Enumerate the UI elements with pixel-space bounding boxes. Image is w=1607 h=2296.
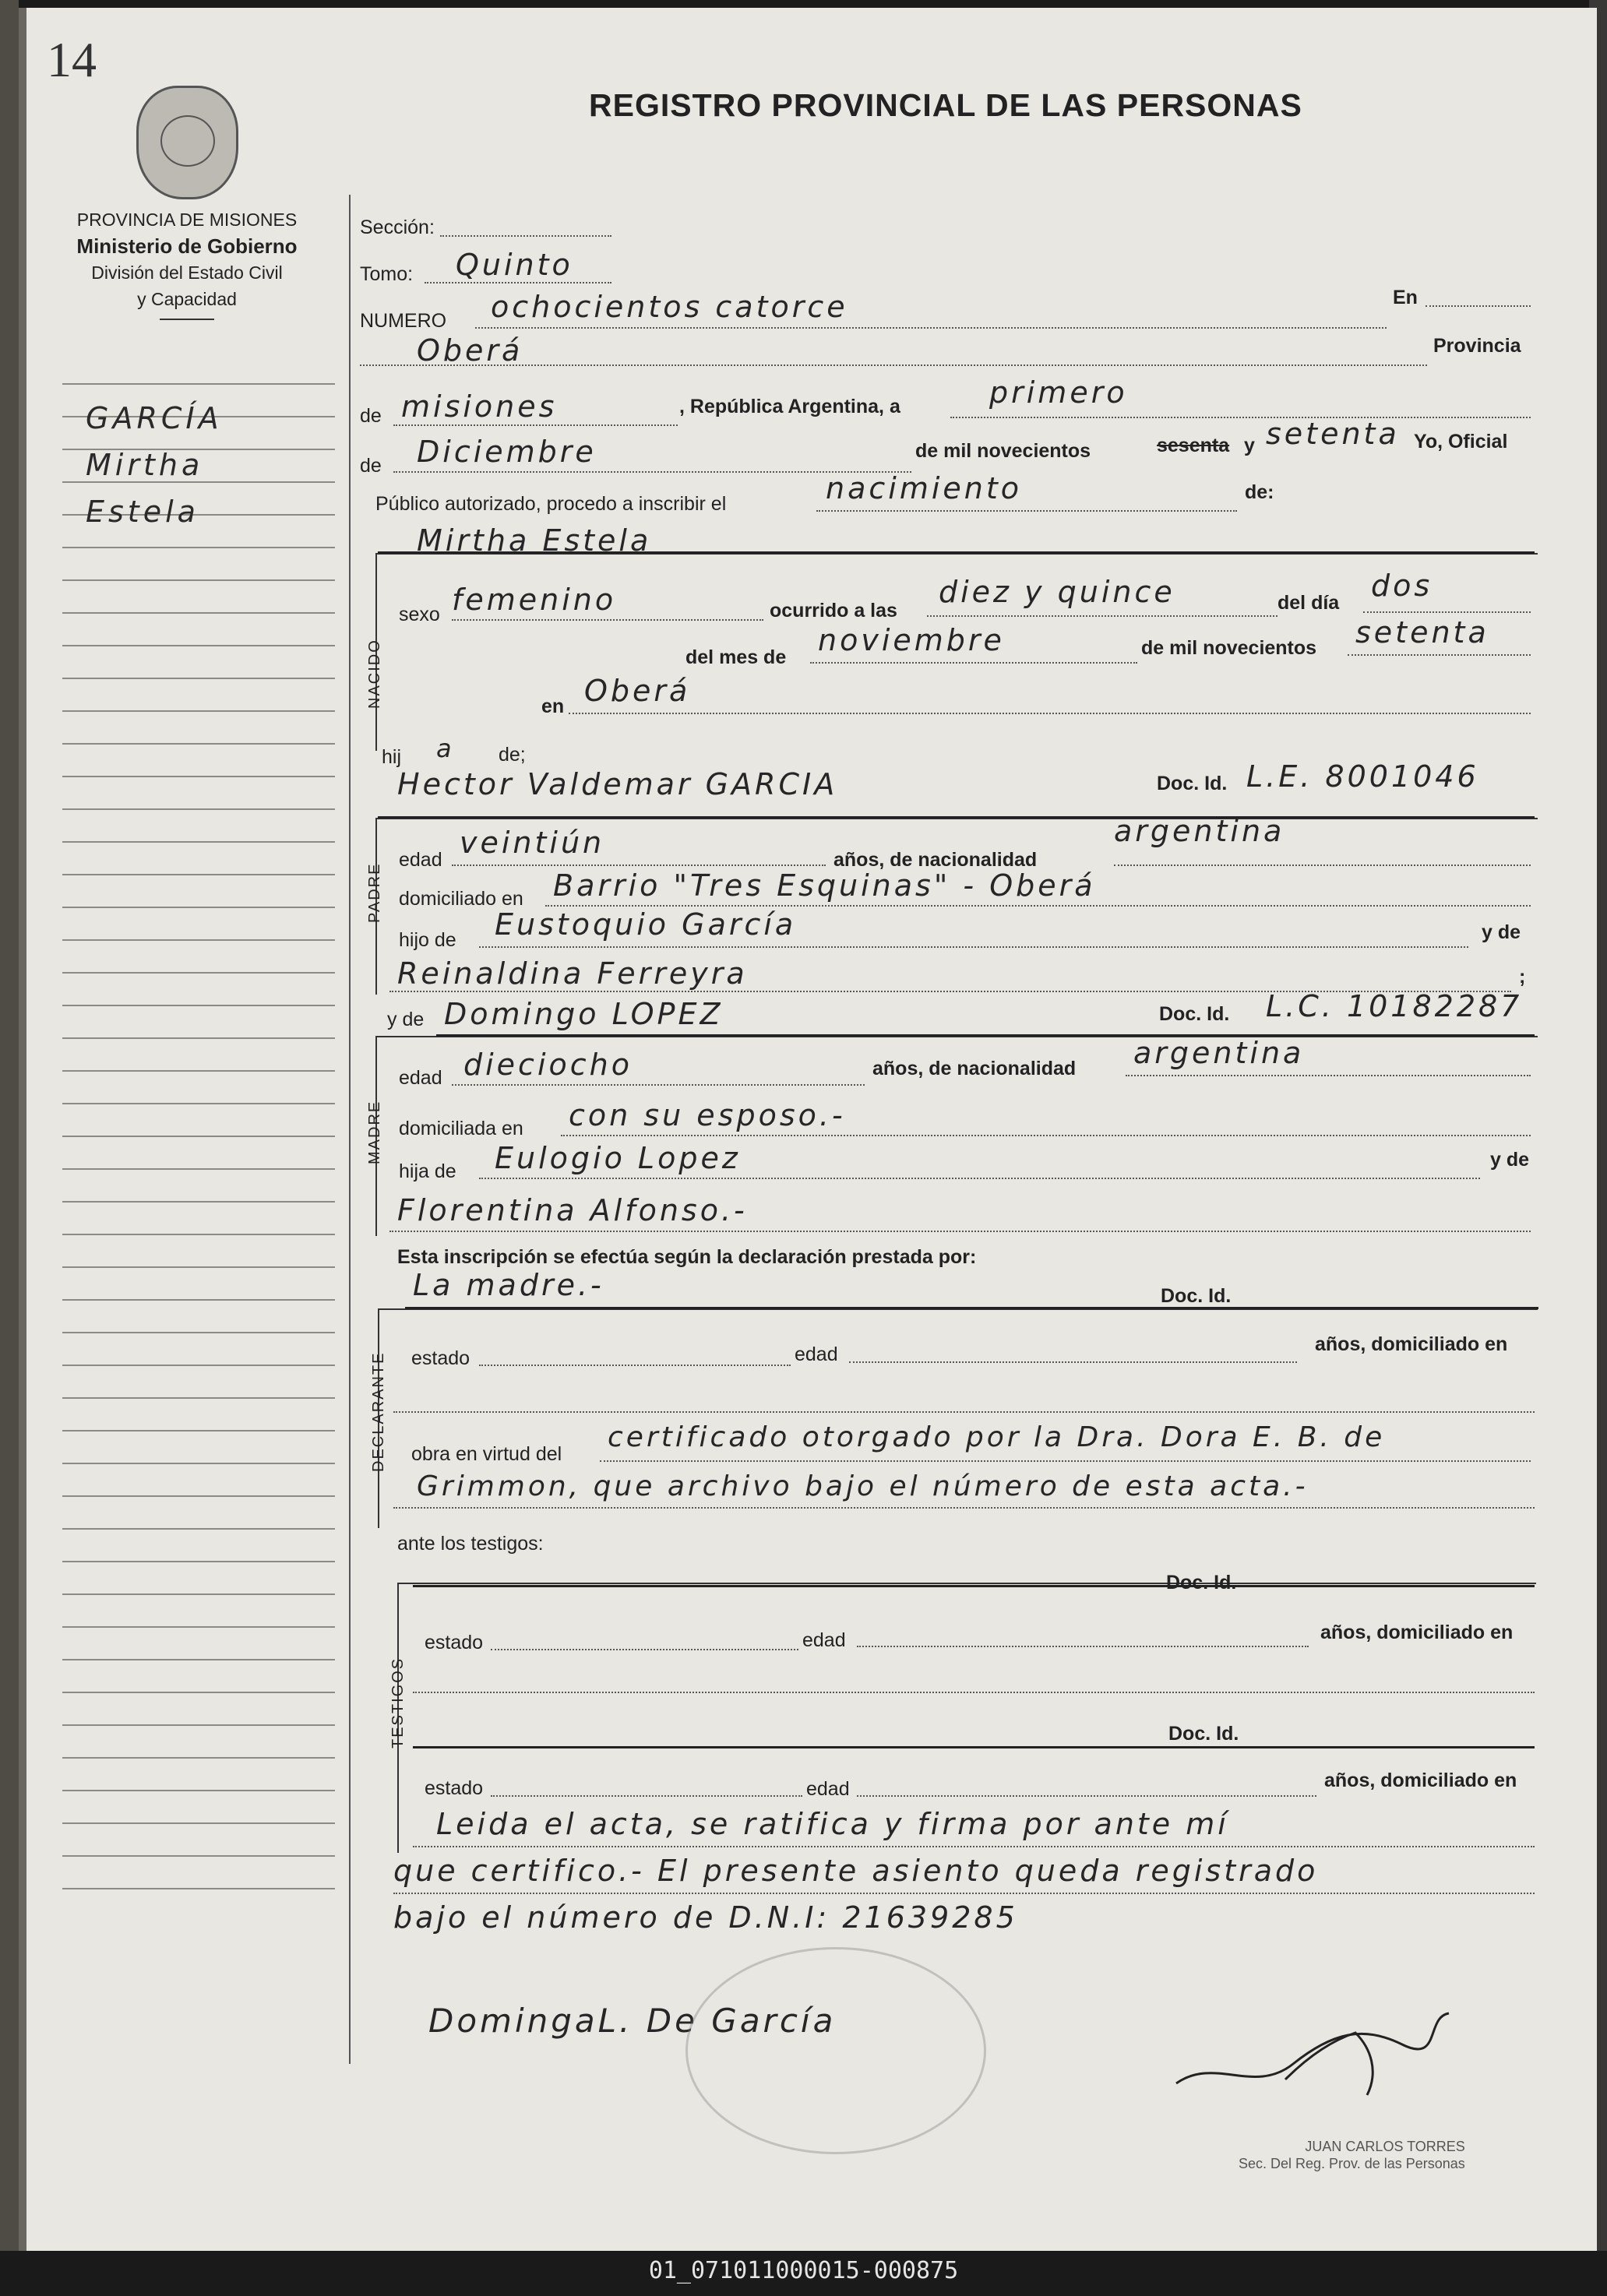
label-anos-dom-testigo2: años, domiciliado en [1324, 1770, 1517, 1791]
issuer-capacity: y Capacidad [137, 289, 237, 309]
label-yo-oficial: Yo, Oficial [1414, 431, 1508, 453]
field-abuelo-pat: Eustoquio García [495, 907, 797, 942]
label-anos-nac-madre: años, de nacionalidad [872, 1058, 1077, 1079]
label-anos-nac-padre: años, de nacionalidad [833, 849, 1038, 871]
field-padre-nac: argentina [1114, 814, 1285, 848]
margin-ruled-lines [62, 383, 335, 1921]
label-edad-testigo2: edad [806, 1778, 850, 1800]
field-mes: noviembre [818, 623, 1005, 657]
field-madre-dom-line [561, 1135, 1531, 1136]
label-del-dia: del día [1277, 592, 1340, 614]
closing-line-3: bajo el número de D.N.I: 21639285 [393, 1900, 1018, 1935]
label-anos-dom-testigo1: años, domiciliado en [1320, 1622, 1514, 1643]
closing-line-1: Leida el acta, se ratifica y firma por ante mí [436, 1807, 1229, 1841]
field-edad-testigo1-line [857, 1646, 1309, 1647]
field-estado-declarante-line [479, 1365, 791, 1366]
label-en: En [1393, 287, 1418, 308]
closing-line-1-rule [413, 1846, 1535, 1847]
label-domiciliada-madre: domiciliada en [399, 1118, 523, 1139]
margin-divider [349, 195, 351, 2064]
field-provincia: misiones [401, 389, 558, 424]
section-madre-label: MADRE [366, 1100, 383, 1164]
document-title: REGISTRO PROVINCIAL DE LAS PERSONAS [589, 87, 1302, 123]
field-certificado-line-2 [393, 1507, 1535, 1509]
label-edad-padre: edad [399, 849, 442, 871]
book-binding [0, 0, 19, 2251]
label-semicolon: ; [1519, 966, 1526, 988]
label-republica: , República Argentina, a [679, 396, 900, 417]
field-lugar-nac: Oberá [584, 674, 691, 708]
field-padre-line [378, 816, 1535, 819]
label-publico: Público autorizado, procedo a inscribir el [375, 493, 727, 515]
label-y-de-madre: y de [387, 1009, 425, 1030]
footer-code: 01_071011000015-000875 [648, 2257, 959, 2284]
label-de-semicolon: de; [499, 744, 526, 766]
label-edad-testigo1: edad [802, 1629, 846, 1651]
label-provincia: Provincia [1433, 335, 1521, 357]
field-dia: dos [1371, 569, 1433, 603]
field-lugar: Oberá [417, 333, 523, 368]
field-madre-edad: dieciocho [463, 1048, 633, 1082]
field-declarante: La madre.- [413, 1268, 604, 1302]
margin-surname: GARCÍA [86, 401, 223, 435]
label-doc-id-declarante: Doc. Id. [1161, 1285, 1232, 1307]
label-estado-testigo1: estado [425, 1632, 484, 1653]
issuer-block [43, 206, 331, 320]
label-hija-de: hija de [399, 1160, 456, 1182]
label-doc-id-madre: Doc. Id. [1159, 1003, 1230, 1025]
label-ante-testigos: ante los testigos: [397, 1533, 544, 1555]
field-provincia-line [393, 424, 678, 426]
field-padre-doc: L.E. 8001046 [1246, 759, 1479, 794]
field-declarante-line [405, 1307, 1538, 1309]
label-de-mes: de [360, 455, 382, 477]
field-anio: setenta [1355, 615, 1489, 650]
label-y-de-padre: y de [1482, 921, 1521, 943]
closing-line-2: que certifico.- El presente asiento queda registrado [393, 1854, 1319, 1888]
label-doc-id-testigo2: Doc. Id. [1168, 1723, 1239, 1745]
field-dom-declarante-line [393, 1411, 1535, 1413]
field-edad-testigo2-line [857, 1795, 1316, 1797]
label-doc-id-padre: Doc. Id. [1157, 773, 1228, 794]
field-madre-line [436, 1034, 1535, 1037]
field-numero-line [475, 327, 1387, 329]
field-hij-suffix: a [436, 734, 455, 763]
label-de-provincia: de [360, 405, 382, 427]
field-edad-declarante-line [849, 1361, 1297, 1363]
field-estado-testigo1-line [491, 1649, 798, 1650]
label-edad-madre: edad [399, 1067, 442, 1089]
issuer-division: División del Estado Civil [91, 262, 283, 283]
declarant-signature: DomingaL. De García [428, 2002, 837, 2040]
field-anio-line [1348, 654, 1531, 656]
issuer-rule [160, 319, 214, 320]
field-madre: Domingo LOPEZ [444, 997, 724, 1031]
issuer-ministry: Ministerio de Gobierno [76, 234, 298, 258]
field-acto-line [816, 510, 1237, 512]
field-abuelo-pat-line [479, 946, 1468, 948]
field-abuela-mat-line [389, 1231, 1531, 1232]
official-signature-icon [1168, 2009, 1464, 2103]
label-mil-novecientos: de mil novecientos [915, 440, 1091, 462]
label-mil-novecientos-2: de mil novecientos [1141, 637, 1317, 659]
field-nombre: Mirtha Estela [417, 523, 652, 558]
field-abuelo-mat: Eulogio Lopez [495, 1141, 741, 1175]
label-estado-testigo2: estado [425, 1777, 484, 1799]
closing-line-2-rule [393, 1893, 1535, 1894]
field-abuela-mat: Florentina Alfonso.- [397, 1193, 748, 1227]
field-abuela-pat: Reinaldina Ferreyra [397, 956, 748, 991]
label-edad-declarante: edad [795, 1343, 838, 1365]
field-testigo2-line [413, 1746, 1535, 1748]
stamp-official-title: Sec. Del Reg. Prov. de las Personas [1239, 2156, 1465, 2171]
field-madre-dom: con su esposo.- [569, 1098, 846, 1132]
field-abuelo-mat-line [479, 1178, 1480, 1179]
field-padre: Hector Valdemar GARCIA [397, 767, 838, 801]
label-y: y [1244, 435, 1255, 456]
label-hijo-de: hijo de [399, 929, 456, 951]
field-acto: nacimiento [826, 471, 1023, 505]
label-sexo: sexo [399, 604, 440, 625]
field-madre-doc: L.C. 10182287 [1266, 989, 1523, 1023]
label-hij: hij [382, 746, 402, 768]
field-mes-acta: Diciembre [417, 435, 597, 469]
margin-first-name: Mirtha [86, 448, 204, 482]
label-anos-dom-declarante: años, domiciliado en [1315, 1333, 1508, 1355]
field-dia-acta: primero [989, 375, 1128, 410]
label-de-colon: de: [1245, 481, 1274, 503]
field-tomo-line [425, 282, 611, 283]
field-tomo: Quinto [456, 248, 573, 282]
label-obra: obra en virtud del [411, 1443, 562, 1465]
label-estado-declarante: estado [411, 1347, 470, 1369]
field-dom-testigo1-line [413, 1692, 1535, 1693]
field-certificado-2: Grimmon, que archivo bajo el número de esta acta.- [417, 1470, 1309, 1502]
field-sexo-line [452, 619, 763, 621]
field-numero: ochocientos catorce [491, 290, 848, 324]
field-padre-dom-line [545, 905, 1531, 907]
field-madre-nac: argentina [1133, 1036, 1305, 1070]
field-padre-dom: Barrio "Tres Esquinas" - Oberá [553, 868, 1096, 903]
field-padre-nac-line [1114, 865, 1531, 866]
field-certificado-1: certificado otorgado por la Dra. Dora E. B. de [608, 1421, 1386, 1453]
official-seal-stamp [685, 1947, 986, 2154]
coat-of-arms-icon [136, 86, 238, 199]
label-en-lugar: en [541, 695, 565, 717]
margin-second-name: Estela [86, 495, 199, 529]
section-declarante-label: DECLARANTE [370, 1351, 387, 1472]
field-certificado-line-1 [600, 1460, 1531, 1462]
label-numero: NUMERO [360, 310, 447, 332]
label-domiciliado-padre: domiciliado en [399, 888, 523, 910]
label-doc-id-testigo1: Doc. Id. [1166, 1572, 1237, 1593]
field-dia-acta-line [950, 417, 1531, 418]
label-esta-inscripcion: Esta inscripción se efectúa según la declaración prestada por: [397, 1246, 977, 1268]
label-ocurrido: ocurrido a las [770, 600, 897, 622]
field-hora: diez y quince [939, 575, 1175, 609]
section-nacido-label: NACIDO [366, 639, 383, 709]
field-sexo: femenino [452, 583, 617, 617]
official-stamp-text [1239, 2138, 1465, 2172]
field-dia-line [1363, 611, 1531, 613]
section-testigos-label: TESTIGOS [389, 1657, 407, 1748]
field-mes-line [810, 662, 1137, 664]
section-padre-label: PADRE [366, 862, 383, 923]
issuer-province: PROVINCIA DE MISIONES [76, 210, 298, 230]
field-en-line [1426, 305, 1531, 307]
label-del-mes: del mes de [685, 646, 787, 668]
page-number: 14 [47, 32, 97, 87]
label-sesenta-struck: sesenta [1157, 435, 1230, 456]
field-hora-line [927, 615, 1277, 617]
stamp-official-name: JUAN CARLOS TORRES [1305, 2139, 1465, 2154]
field-testigo1-line [413, 1585, 1535, 1587]
field-padre-edad: veintiún [460, 826, 605, 860]
label-y-de-madre-2: y de [1490, 1149, 1530, 1171]
field-estado-testigo2-line [491, 1795, 802, 1797]
field-seccion-line [440, 235, 611, 237]
field-padre-edad-line [452, 865, 826, 866]
field-anio-acta: setenta [1266, 417, 1400, 451]
field-madre-edad-line [452, 1084, 865, 1086]
label-tomo: Tomo: [360, 263, 414, 285]
field-madre-nac-line [1126, 1075, 1531, 1076]
field-lugar-nac-line [569, 713, 1531, 714]
label-seccion: Sección: [360, 217, 435, 238]
